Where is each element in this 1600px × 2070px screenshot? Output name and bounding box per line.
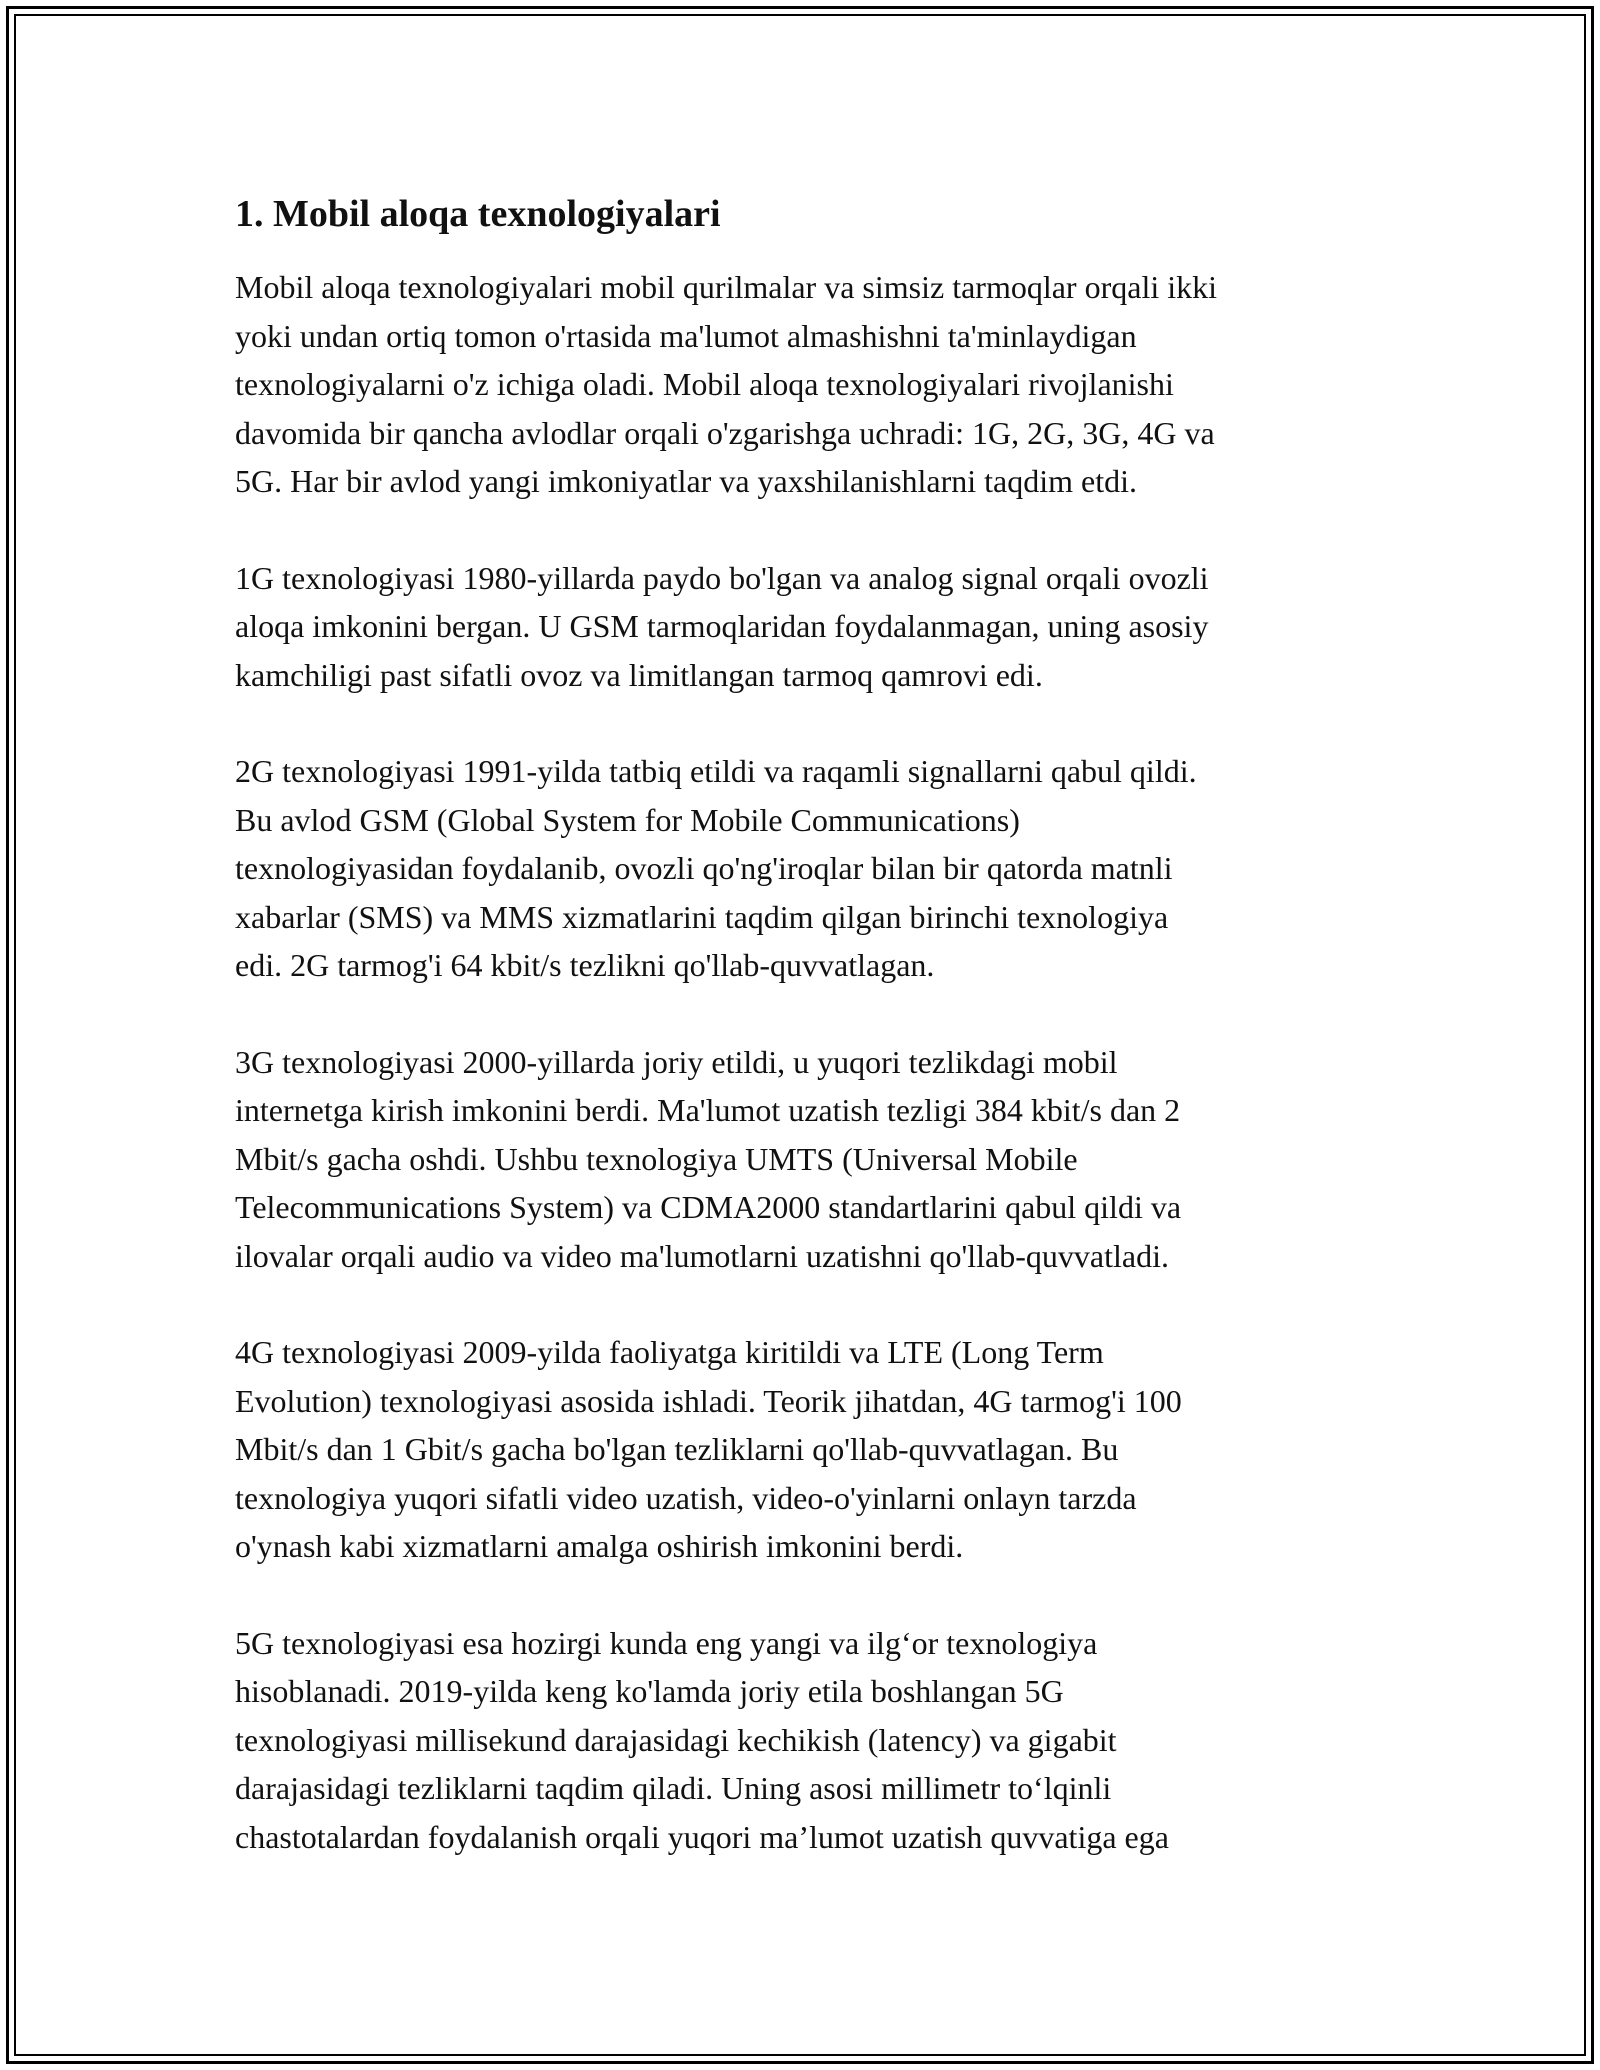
- text-line: Mbit/s gacha oshdi. Ushbu texnologiya UMTS (Universal Mobile: [235, 1140, 1078, 1177]
- text-line: chastotalardan foydalanish orqali yuqori ma’lumot uzatish quvvatiga ega: [235, 1818, 1169, 1855]
- text-line: 5G texnologiyasi esa hozirgi kunda eng yangi va ilg‘or texnologiya: [235, 1624, 1098, 1661]
- text-line: xabarlar (SMS) va MMS xizmatlarini taqdim qilgan birinchi texnologiya: [235, 898, 1169, 935]
- paragraph-3g: [235, 1038, 1375, 1281]
- text-line: davomida bir qancha avlodlar orqali o'zgarishga uchradi: 1G, 2G, 3G, 4G va: [235, 414, 1215, 451]
- text-line: texnologiyalarni o'z ichiga oladi. Mobil aloqa texnologiyalari rivojlanishi: [235, 366, 1174, 402]
- text-line: yoki undan ortiq tomon o'rtasida ma'lumot almashishni ta'minlaydigan: [235, 317, 1137, 354]
- paragraph-2g: [235, 747, 1375, 990]
- paragraph-intro: [235, 263, 1375, 506]
- paragraph-5g: [235, 1619, 1375, 1862]
- text-line: 4G texnologiyasi 2009-yilda faoliyatga kiritildi va LTE (Long Term: [235, 1334, 1104, 1370]
- text-line: Mbit/s dan 1 Gbit/s gacha bo'lgan tezliklarni qo'llab-quvvatlagan. Bu: [235, 1431, 1119, 1467]
- text-line: 2G texnologiyasi 1991-yilda tatbiq etildi va raqamli signallarni qabul qildi.: [235, 753, 1197, 789]
- text-line: o'ynash kabi xizmatlarni amalga oshirish imkonini berdi.: [235, 1528, 964, 1564]
- text-line: hisoblanadi. 2019-yilda keng ko'lamda joriy etila boshlangan 5G: [235, 1673, 1064, 1709]
- paragraph-1g: [235, 554, 1375, 700]
- text-line: 1G texnologiyasi 1980-yillarda paydo bo'lgan va analog signal orqali ovozli: [235, 559, 1209, 596]
- text-line: ilovalar orqali audio va video ma'lumotlarni uzatishni qo'llab-quvvatladi.: [235, 1237, 1169, 1274]
- text-line: 3G texnologiyasi 2000-yillarda joriy etildi, u yuqori tezlikdagi mobil: [235, 1043, 1118, 1080]
- text-line: kamchiligi past sifatli ovoz va limitlangan tarmoq qamrovi edi.: [235, 656, 1043, 693]
- text-line: aloqa imkonini bergan. U GSM tarmoqlaridan foydalanmagan, uning asosiy: [235, 608, 1209, 644]
- text-line: Mobil aloqa texnologiyalari mobil qurilmalar va simsiz tarmoqlar orqali ikki: [235, 269, 1217, 305]
- text-line: texnologiya yuqori sifatli video uzatish, video-o'yinlarni onlayn tarzda: [235, 1479, 1137, 1516]
- text-line: darajasidagi tezliklarni taqdim qiladi. Uning asosi millimetr to‘lqinli: [235, 1770, 1112, 1806]
- text-line: texnologiyasi millisekund darajasidagi kechikish (latency) va gigabit: [235, 1721, 1117, 1758]
- text-line: Evolution) texnologiyasi asosida ishladi. Teorik jihatdan, 4G tarmog'i 100: [235, 1382, 1182, 1419]
- text-line: Bu avlod GSM (Global System for Mobile Communications): [235, 801, 1020, 838]
- paragraph-4g: [235, 1328, 1375, 1571]
- text-line: Telecommunications System) va CDMA2000 standartlarini qabul qildi va: [235, 1189, 1182, 1225]
- section-heading: 1. Mobil aloqa texnologiyalari: [235, 193, 721, 235]
- text-line: edi. 2G tarmog'i 64 kbit/s tezlikni qo'llab-quvvatlagan.: [235, 947, 935, 983]
- text-line: texnologiyasidan foydalanib, ovozli qo'ng'iroqlar bilan bir qatorda matnli: [235, 850, 1173, 886]
- text-line: 5G. Har bir avlod yangi imkoniyatlar va yaxshilanishlarni taqdim etdi.: [235, 463, 1138, 499]
- document-body: [235, 185, 1375, 1909]
- text-line: internetga kirish imkonini berdi. Ma'lumot uzatish tezligi 384 kbit/s dan 2: [235, 1092, 1181, 1128]
